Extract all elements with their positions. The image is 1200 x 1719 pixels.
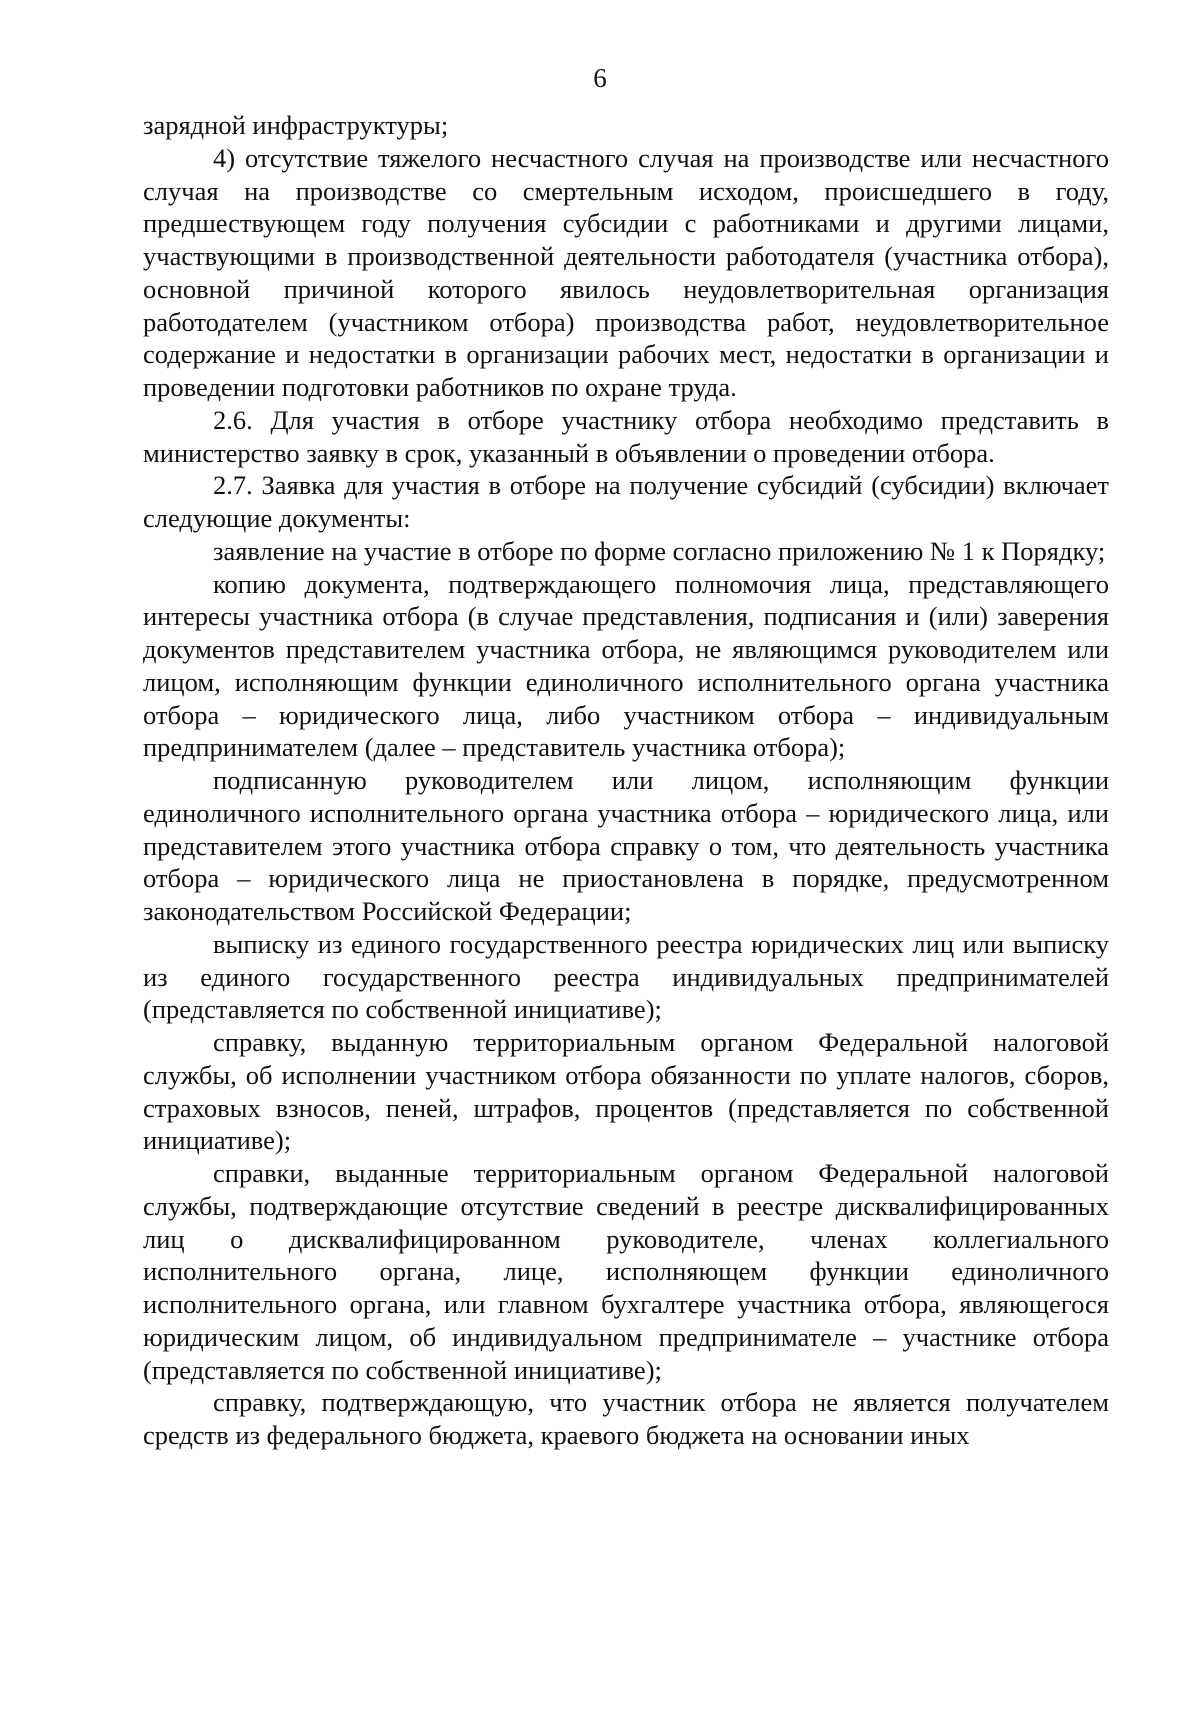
paragraph: выписку из единого государственного реестра юридических лиц или выписку из единого государственного реестра индивидуальных предпринимателей (представляется по собственной инициативе);: [143, 928, 1109, 1025]
paragraph: 2.6. Для участия в отборе участнику отбора необходимо представить в министерство заявку в срок, указанный в объявлении о проведении отбора.: [143, 404, 1109, 468]
paragraph: 4) отсутствие тяжелого несчастного случая на производстве или несчастного случая на производстве со смертельным исходом, происшедшего в году, предшествующем году получения субсидии с работниками и другими лицами, участвующими в производственной деятельности работодателя (участника отбора), основной причиной которого явилось неудовлетворительная организация работодателем (участником отбора) производства работ, неудовлетворительное содержание и недостатки в организации рабочих мест, недостатки в организации и проведении подготовки работников по охране труда.: [143, 142, 1109, 402]
paragraph: справку, подтверждающую, что участник отбора не является получателем средств из федерального бюджета, краевого бюджета на основании иных: [143, 1387, 1109, 1450]
paragraph: заявление на участие в отборе по форме согласно приложению № 1 к Порядку;: [213, 535, 1106, 566]
paragraph: копию документа, подтверждающего полномочия лица, представляющего интересы участника отбора (в случае представления, подписания и (или) заверения документов представителем участника отбора, не являющимся руководителем или лицом, исполняющим функции единоличного исполнительного органа участника отбора – юридического лица, либо участником отбора – индивидуальным предпринимателем (далее – представитель участника отбора);: [143, 568, 1109, 763]
paragraph: справки, выданные территориальным органом Федеральной налоговой службы, подтверждающие отсутствие сведений в реестре дисквалифицированных лиц о дисквалифицированном руководителе, членах коллегиального исполнительного органа, лице, исполняющем функции единоличного исполнительного органа, или главном бухгалтере участника отбора, являющегося юридическим лицом, об индивидуальном предпринимателе – участнике отбора (представляется по собственной инициативе);: [143, 1158, 1109, 1385]
paragraph: подписанную руководителем или лицом, исполняющим функции единоличного исполнительного органа участника отбора – юридического лица, или представителем этого участника отбора справку о том, что деятельность участника отбора – юридического лица не приостановлена в порядке, предусмотренном законодательством Российской Федерации;: [143, 765, 1109, 926]
paragraph: справку, выданную территориальным органом Федеральной налоговой службы, об исполнении участником отбора обязанности по уплате налогов, сборов, страховых взносов, пеней, штрафов, процентов (представляется по собственной инициативе);: [143, 1027, 1109, 1156]
paragraph: 2.7. Заявка для участия в отборе на получение субсидий (субсидии) включает следующие документы:: [143, 470, 1109, 533]
page-number: 6: [593, 63, 607, 93]
paragraph: зарядной инфраструктуры;: [143, 110, 449, 140]
document-body: [143, 109, 1109, 1452]
